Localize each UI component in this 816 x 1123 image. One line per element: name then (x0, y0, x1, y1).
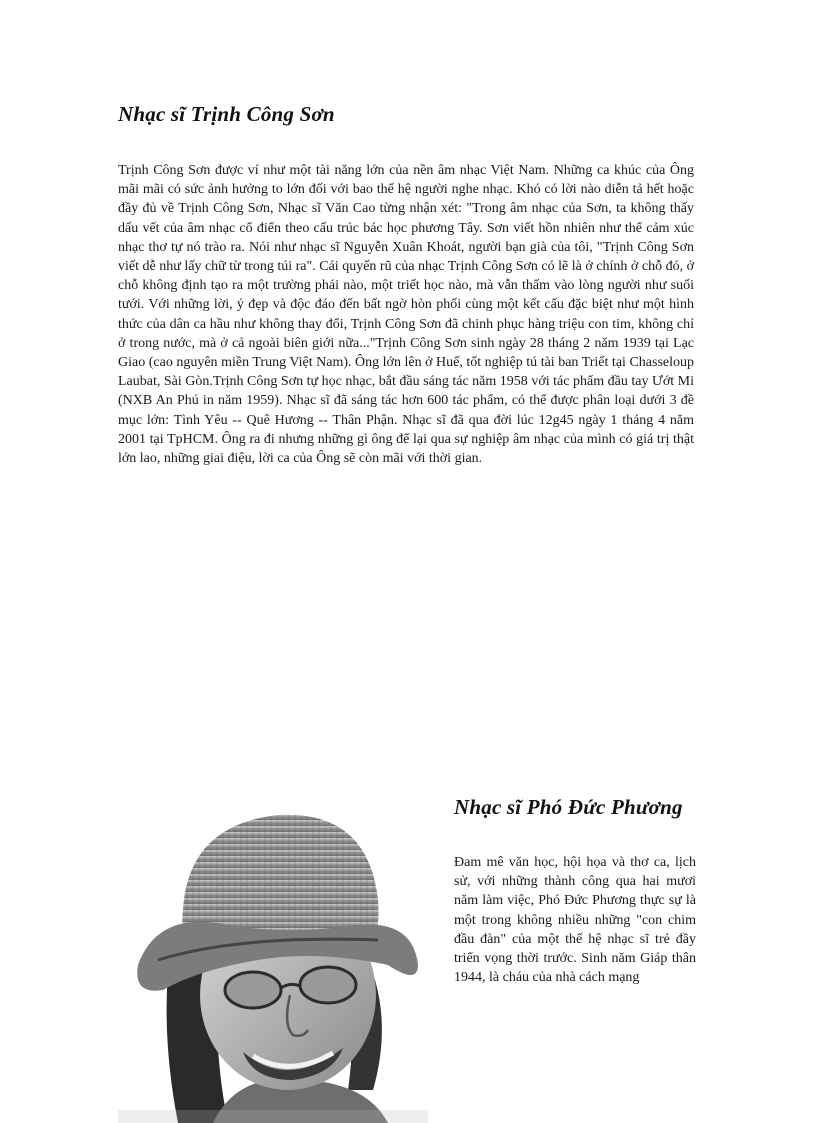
portrait-photo-pho-duc-phuong (118, 790, 428, 1123)
biography-trinh-cong-son: Trịnh Công Sơn được ví như một tài năng lớn của nền âm nhạc Việt Nam. Những ca khúc của Ông mãi mãi có sức ảnh hưởng to lớn đối với bao thế hệ người nghe nhạc. Khó có lời nào diễn tả hết hoặc đầy đủ về Trịnh Công Sơn, Nhạc sĩ Văn Cao từng nhận xét: "Trong âm nhạc của Sơn, ta không thấy dấu vết của âm nhạc cổ điển theo cấu trúc bác học phương Tây. Sơn viết hồn nhiên như thể cảm xúc nhạc thơ tự nó trào ra. Nói như nhạc sĩ Nguyễn Xuân Khoát, người bạn già của tôi, "Trịnh Công Sơn viết dễ như lấy chữ từ trong túi ra". Cái quyến rũ của nhạc Trịnh Công Sơn có lẽ là ở chính ở chỗ đó, ở chỗ không định tạo ra một trường phái nào, một triết học nào, mà vẫn thấm vào lòng người như suối tưới. Với những lời, ý đẹp và độc đáo đến bất ngờ hòn phối cùng một kết cấu đặc biệt như một hình thức của dân ca hầu như không thay đổi, Trịnh Công Sơn đã chinh phục hàng triệu con tim, không chỉ ở trong nước, mà ở cả ngoài biên giới nữa..."Trịnh Công Sơn sinh ngày 28 tháng 2 năm 1939 tại Lạc Giao (cao nguyên miền Trung Việt Nam). Ông lớn lên ở Huế, tốt nghiệp tú tài ban Triết tại Chasseloup Laubat, Sài Gòn.Trịnh Công Sơn tự học nhạc, bắt đầu sáng tác năm 1958 với tác phẩm đầu tay Ướt Mi (NXB An Phú in năm 1959). Nhạc sĩ đã sáng tác hơn 600 tác phẩm, có thể được phân loại dưới 3 đề mục lớn: Tình Yêu -- Quê Hương -- Thân Phận. Nhạc sĩ đã qua đời lúc 12g45 ngày 1 tháng 4 năm 2001 tại TpHCM. Ông ra đi nhưng những gì ông để lại qua sự nghiệp âm nhạc của mình có giá trị thật lớn lao, những giai điệu, lời ca của Ông sẽ còn mãi với thời gian. (118, 163, 694, 467)
section-title-trinh-cong-son: Nhạc sĩ Trịnh Công Sơn (118, 102, 335, 126)
biography-pho-duc-phuong: Đam mê văn học, hội họa và thơ ca, lịch sử, với những thành công qua hai mươi năm làm việc, Phó Đức Phương thực sự là một trong không nhiều những "con chim đầu đàn" của một thế hệ nhạc sĩ trẻ đầy triển vọng thời trước. Sinh năm Giáp thân 1944, là cháu của nhà cách mạng (454, 855, 696, 986)
section-title-pho-duc-phuong: Nhạc sĩ Phó Đức Phương (454, 795, 683, 819)
glasses-left-lens (225, 972, 281, 1008)
glasses-right-lens (300, 967, 356, 1003)
